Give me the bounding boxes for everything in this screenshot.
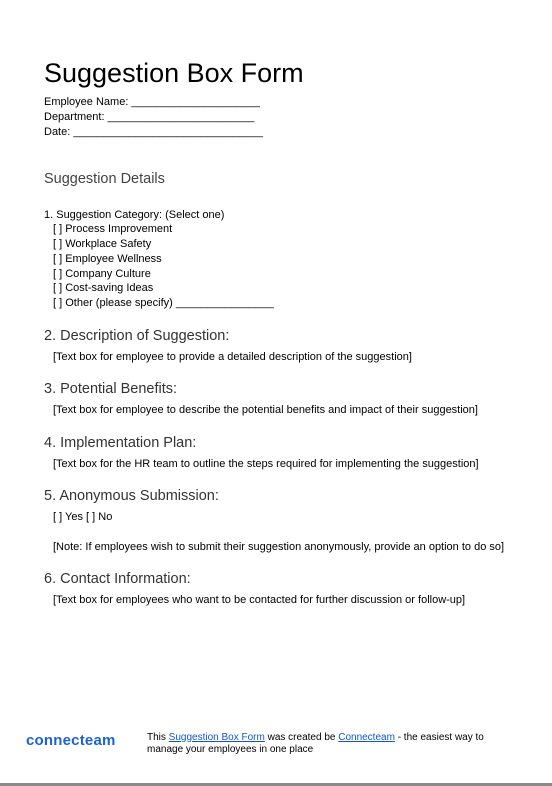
- connecteam-link[interactable]: Connecteam: [338, 732, 395, 743]
- department-field: Department: ________________________: [44, 111, 255, 123]
- description-text: [Text box for employee to provide a detailed description of the suggestion]: [53, 351, 412, 363]
- category-option: [ ] Workplace Safety: [53, 238, 152, 250]
- contact-heading: 6. Contact Information:: [44, 571, 191, 587]
- anonymous-heading: 5. Anonymous Submission:: [44, 488, 219, 504]
- form-title: Suggestion Box Form: [44, 58, 304, 88]
- employee-name-field: Employee Name: _____________________: [44, 96, 260, 108]
- category-option: [ ] Company Culture: [53, 268, 151, 280]
- section-heading: Suggestion Details: [44, 171, 165, 187]
- suggestion-box-form-link[interactable]: Suggestion Box Form: [168, 732, 265, 743]
- footer-prefix: This: [147, 732, 169, 743]
- footer-suffix: - the easiest way to manage your employees in one place: [147, 732, 484, 755]
- category-label: 1. Suggestion Category: (Select one): [44, 209, 225, 221]
- benefits-text: [Text box for employee to describe the potential benefits and impact of their suggestion]: [53, 404, 478, 416]
- date-field: Date: _______________________________: [44, 126, 263, 138]
- description-heading: 2. Description of Suggestion:: [44, 328, 230, 344]
- footer-credit: [147, 732, 507, 755]
- category-option: [ ] Cost-saving Ideas: [53, 282, 154, 294]
- category-option: [ ] Other (please specify) ________________: [53, 297, 274, 309]
- implementation-heading: 4. Implementation Plan:: [44, 435, 197, 451]
- anonymous-note: [Note: If employees wish to submit their suggestion anonymously, provide an option to do so]: [53, 541, 505, 553]
- benefits-heading: 3. Potential Benefits:: [44, 381, 177, 397]
- connecteam-logo: connecteam: [26, 732, 116, 749]
- contact-text: [Text box for employees who want to be contacted for further discussion or follow-up]: [53, 594, 466, 606]
- category-option: [ ] Employee Wellness: [53, 253, 162, 265]
- implementation-text: [Text box for the HR team to outline the steps required for implementing the suggestion]: [53, 458, 479, 470]
- footer-middle: was created be: [264, 732, 339, 743]
- category-option: [ ] Process Improvement: [53, 223, 173, 235]
- anonymous-options: [ ] Yes [ ] No: [53, 511, 113, 523]
